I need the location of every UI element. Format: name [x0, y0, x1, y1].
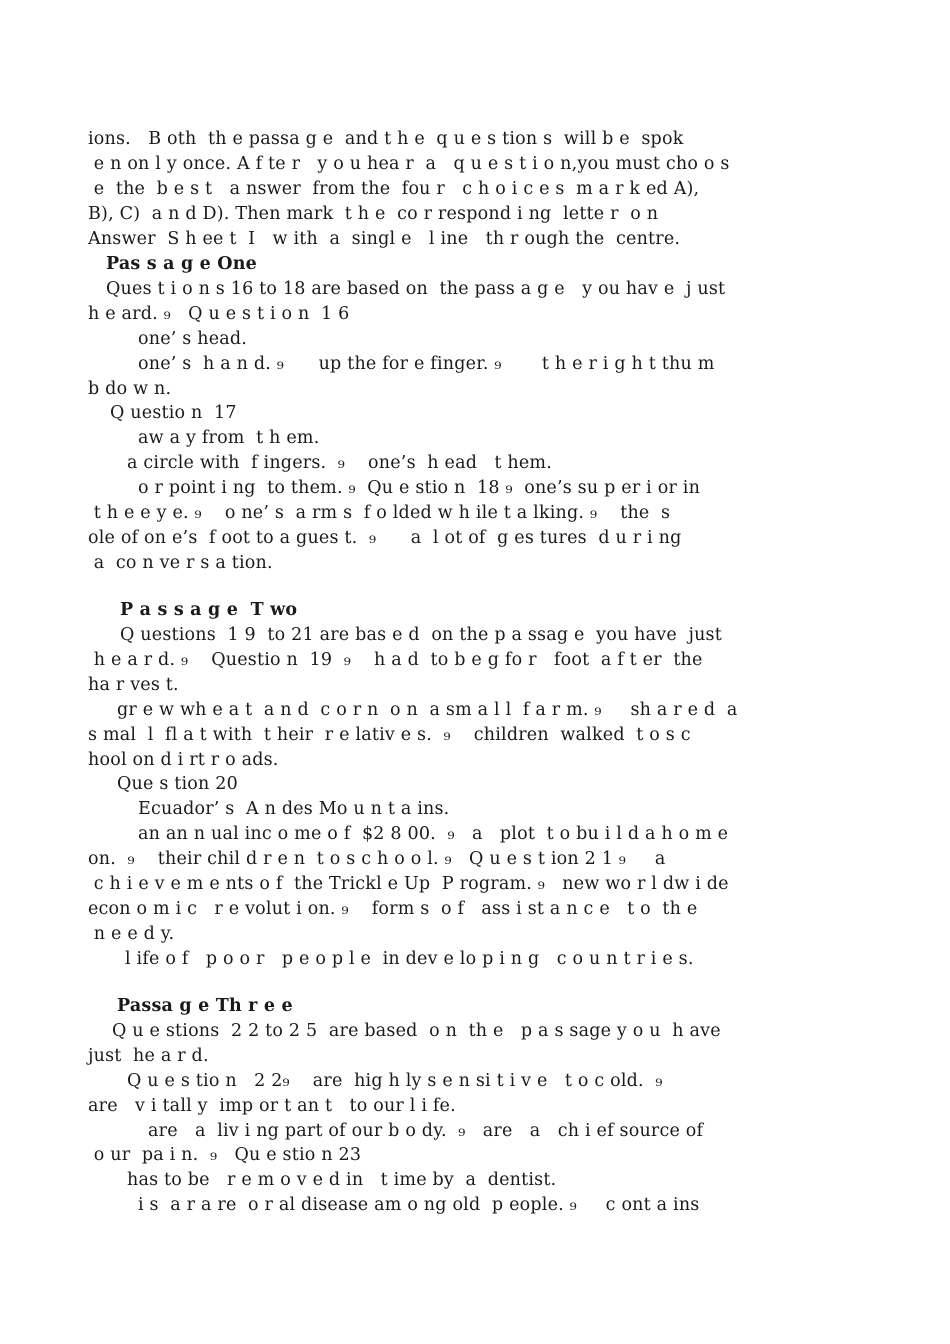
text-line: hool on d i rt r o ads. [88, 750, 279, 770]
option-line: one’ s h a n d. ₉ up the for e finger. ₉ t h e r i g h t thu m [138, 354, 715, 374]
text-line: e n on l y once. A f te r y o u hea r a q u e s t i o n,you must cho o s [88, 154, 730, 174]
option-line: o r point i ng to them. ₉ Qu e stio n 18 ₉ one’s su p er i or in [138, 478, 701, 498]
text-line: a co n ve r s a tion. [88, 553, 273, 573]
text-line: Answer S h ee t I w ith a singl e l ine th r ough the centre. [88, 229, 681, 249]
question-label: Que s tion 20 [117, 774, 238, 794]
option-line: i s a r a re o r al disease am o ng old p eople. ₉ c ont a ins [138, 1195, 700, 1215]
text-line: are v i tall y imp or t an t to our l i fe. [88, 1096, 456, 1116]
option-line: l ife o f p o o r p e o p l e in dev e lo p i n g c o u n t r i e s. [125, 949, 694, 969]
text-line: h e ard. ₉ Q u e s t i o n 1 6 [88, 304, 350, 324]
text-line: c h i e v e m e nts o f the Trickl e Up P rogram. ₉ new wo r l dw i de [88, 874, 729, 894]
option-line: an an n ual inc o me o f $2 8 00. ₉ a plot t o bu i l d a h o m e [138, 824, 729, 844]
option-line: has to be r e m o v e d in t ime by a dentist. [127, 1170, 557, 1190]
option-line: one’ s head. [138, 329, 248, 349]
text-line: ha r ves t. [88, 675, 179, 695]
text-line: t h e e y e. ₉ o ne’ s a rm s f o lded w h ile t a lking. ₉ the s [88, 503, 671, 523]
passage-three-heading: Passa g e Th r e e [117, 996, 293, 1016]
text-line: Q uestions 1 9 to 21 are bas e d on the p a ssag e you have just [120, 625, 722, 645]
text-line: on. ₉ their chil d r e n t o s c h o o l. ₉ Q u e s t ion 2 1 ₉ a [88, 849, 666, 869]
question-label: Q u e s tio n 2 2₉ are hig h ly s e n si t i v e t o c old. ₉ [127, 1071, 663, 1091]
text-line: B), C) a n d D). Then mark t h e co r respond i ng lette r o n [88, 204, 659, 224]
text-line: b do w n. [88, 379, 172, 399]
text-line: Q u e stions 2 2 to 2 5 are based o n th e p a s sage y o u h ave [112, 1021, 721, 1041]
passage-one-heading: Pas s a g e One [106, 254, 258, 274]
option-line: aw a y from t h em. [138, 428, 320, 448]
passage-two-heading: P a s s a g e T wo [120, 600, 298, 620]
text-line: s mal l fl a t with t heir r e lativ e s. ₉ children walked t o s c [88, 725, 691, 745]
option-line: a circle with f ingers. ₉ one’s h ead t hem. [127, 453, 552, 473]
option-line: Ecuador’ s A n des Mo u n t a ins. [138, 799, 450, 819]
text-line: o ur pa i n. ₉ Qu e stio n 23 [88, 1145, 362, 1165]
text-line: e the b e s t a nswer from the fou r c h o i c e s m a r k ed A), [88, 179, 700, 199]
text-line: ole of on e’s f oot to a gues t. ₉ a l ot of g es tures d u r i ng [88, 528, 682, 548]
text-line: h e a r d. ₉ Questio n 19 ₉ h a d to b e g fo r foot a f t er the [88, 650, 703, 670]
text-line: ions. B oth th e passa g e and t h e q u e s tion s will b e spok [88, 129, 684, 149]
text-line: econ o m i c r e volut i on. ₉ form s o f ass i st a n c e t o th e [88, 899, 698, 919]
option-line: are a liv i ng part of our b o dy. ₉ are a ch i ef source of [148, 1121, 704, 1141]
option-line: gr e w wh e a t a n d c o r n o n a sm a l l f a r m. ₉ sh a r e d a [117, 700, 738, 720]
text-line: just he a r d. [88, 1046, 209, 1066]
question-label: Q uestio n 17 [110, 403, 237, 423]
text-line: Ques t i o n s 16 to 18 are based on the pass a g e y ou hav e j ust [106, 279, 726, 299]
text-line: n e e d y. [88, 924, 175, 944]
